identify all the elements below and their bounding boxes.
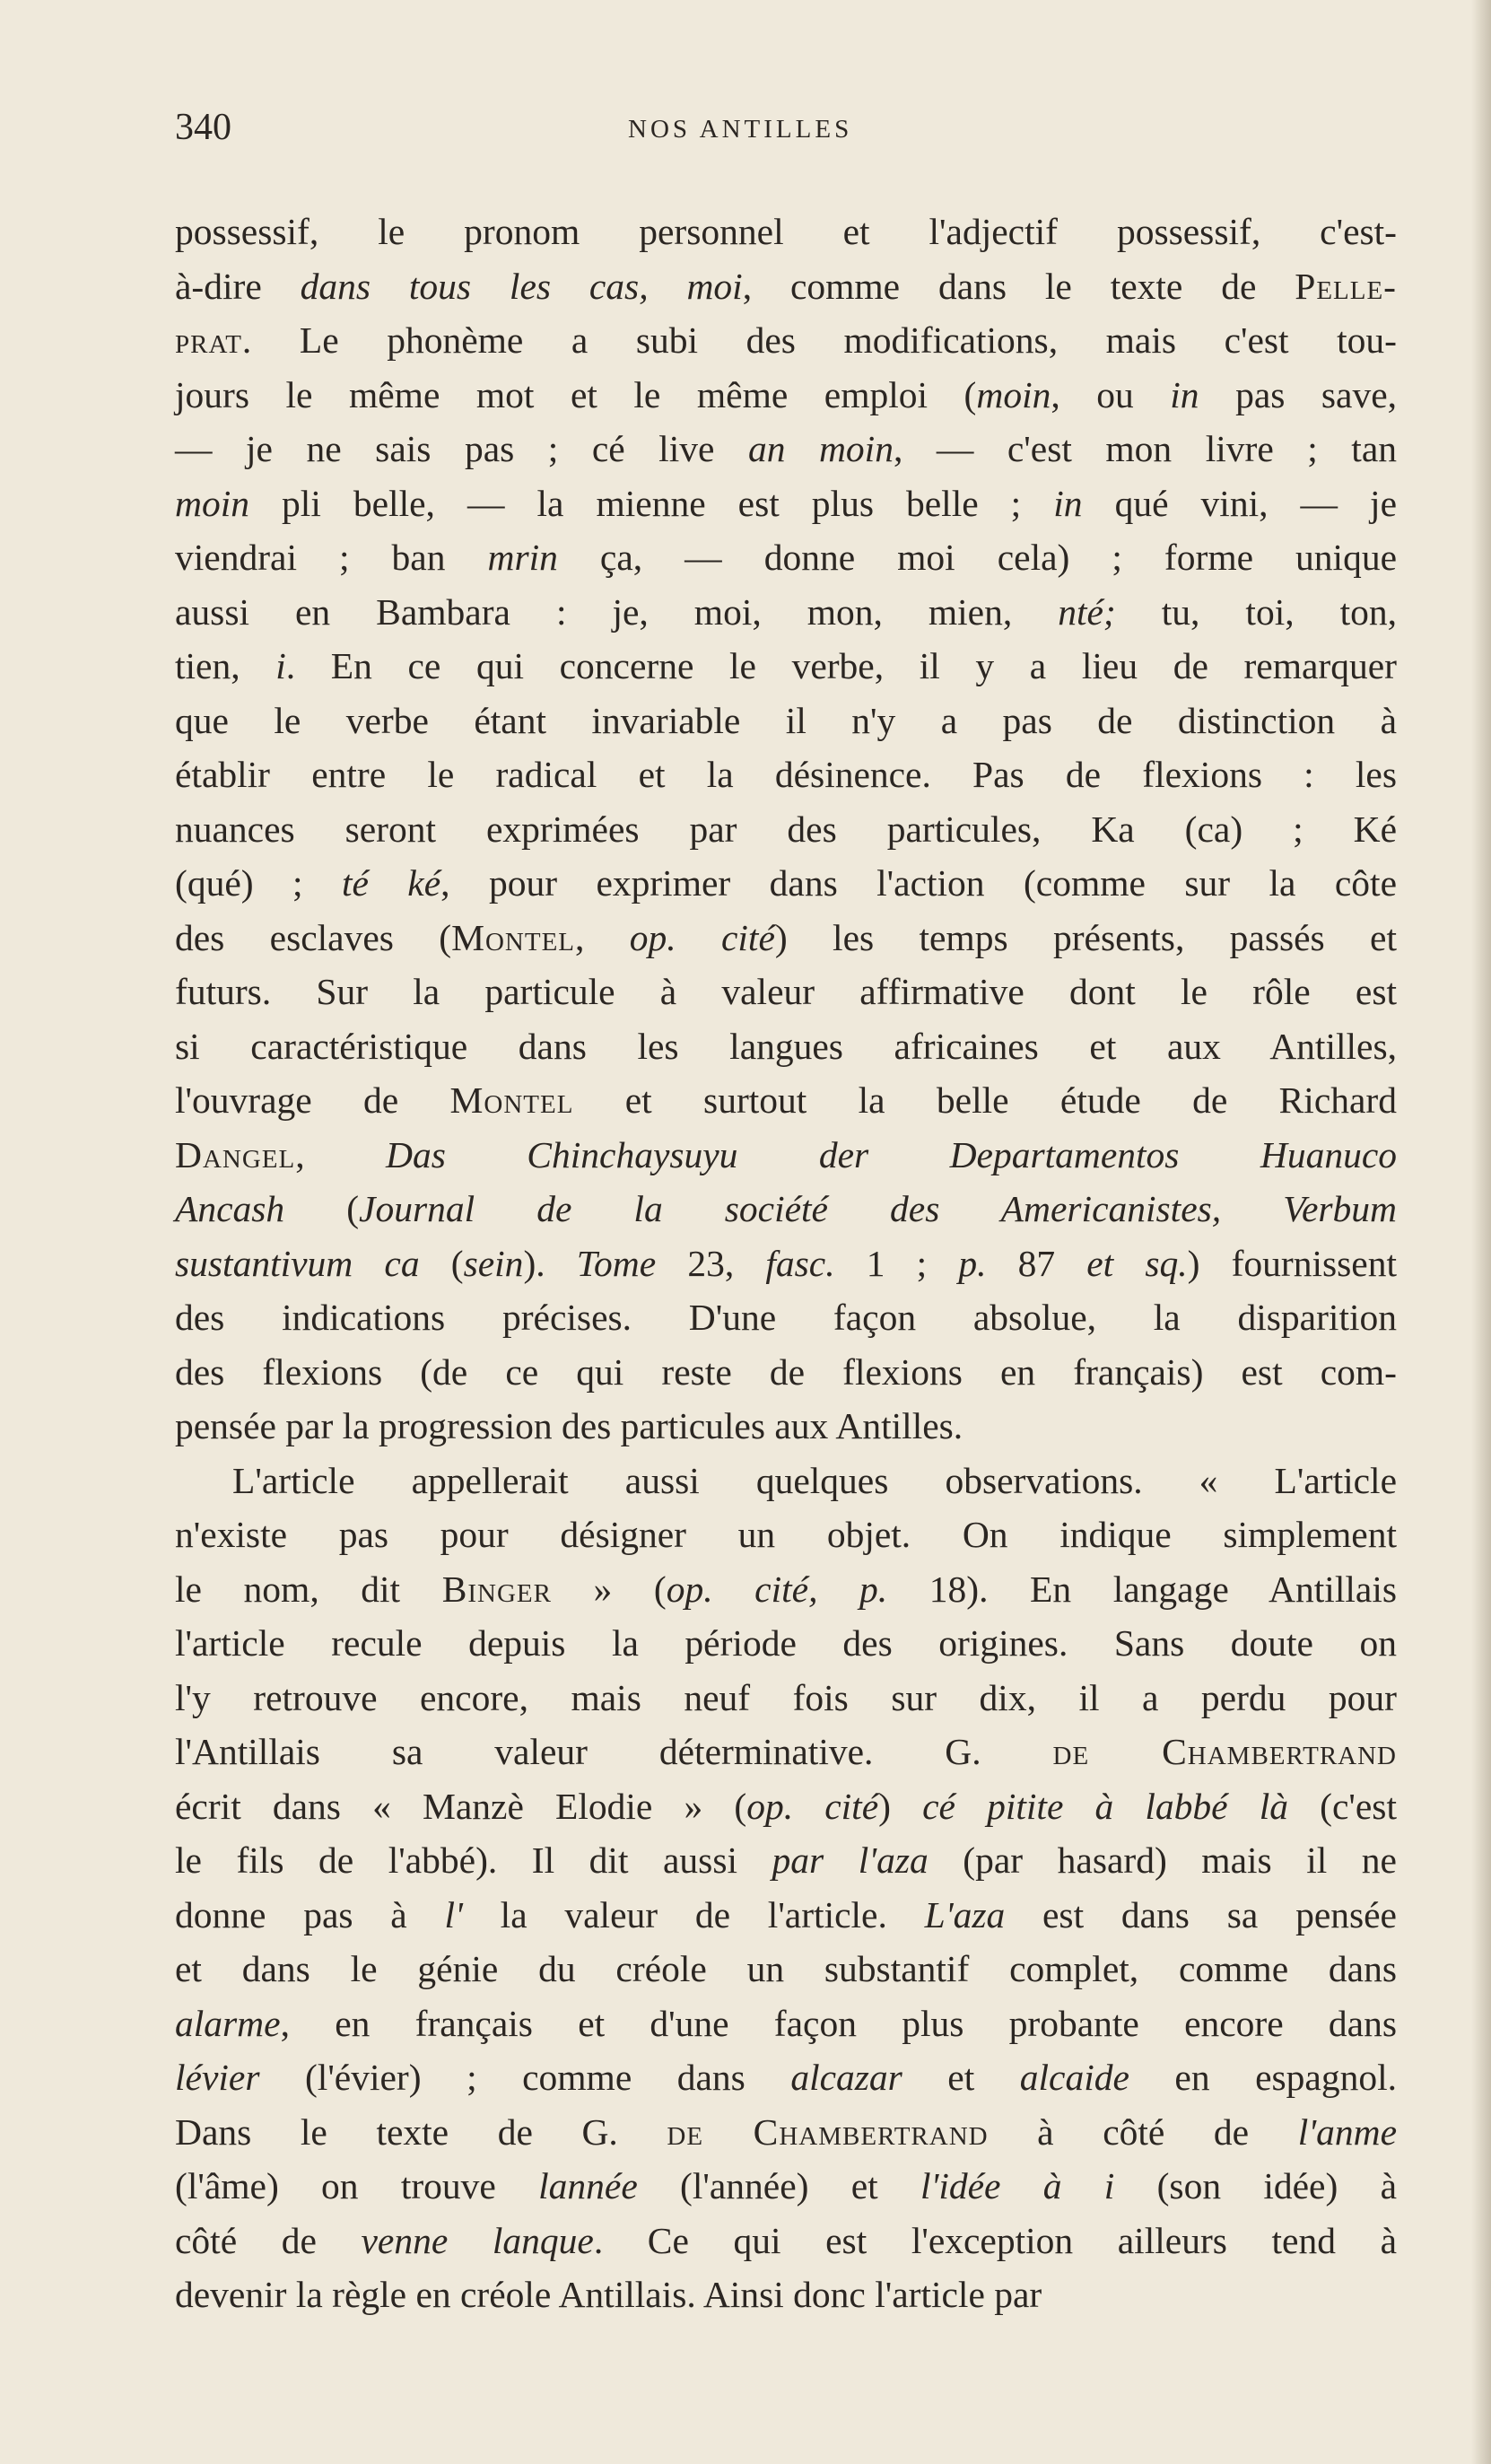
text-line bbox=[175, 259, 1397, 314]
italic-run: fasc. bbox=[765, 1242, 835, 1284]
text-line bbox=[175, 2159, 1397, 2214]
text-run: et dans le génie du créole un substantif complet, comme dans bbox=[175, 1948, 1397, 1989]
text-run: possessif, le pronom personnel et l'adjectif possessif, c'est- bbox=[175, 211, 1397, 252]
text-run: pas save, bbox=[1199, 373, 1398, 415]
italic-run: i bbox=[275, 645, 286, 686]
italic-run: par l'aza bbox=[772, 1839, 929, 1881]
text-line bbox=[175, 530, 1397, 585]
italic-run: p. bbox=[958, 1242, 987, 1284]
text-run: (c'est bbox=[1288, 1785, 1397, 1827]
italic-run: an moin bbox=[747, 428, 894, 469]
italic-run: l' bbox=[444, 1893, 463, 1935]
italic-run: op. cité bbox=[746, 1785, 879, 1827]
page-header bbox=[175, 106, 1395, 160]
text-line bbox=[175, 1236, 1397, 1291]
text-run: futurs. Sur la particule à valeur affirmative dont le rôle est bbox=[175, 971, 1397, 1012]
body-text bbox=[175, 205, 1397, 2322]
text-run: ). bbox=[523, 1242, 577, 1284]
italic-run: alarme bbox=[175, 2002, 281, 2044]
text-line bbox=[175, 911, 1397, 966]
text-line bbox=[175, 1616, 1397, 1671]
text-run: écrit dans « Manzè Elodie » ( bbox=[175, 1785, 747, 1827]
running-title: NOS ANTILLES bbox=[628, 115, 853, 144]
text-line bbox=[175, 585, 1397, 640]
text-run: aussi en Bambara : je, moi, mon, mien, bbox=[175, 590, 1059, 633]
text-line bbox=[175, 1671, 1397, 1726]
italic-run: té ké bbox=[341, 862, 441, 904]
italic-run: nté; bbox=[1058, 590, 1116, 633]
text-run: qué vini, — je bbox=[1082, 482, 1397, 524]
italic-run: Journal de la société des Americanistes, Verbum bbox=[359, 1188, 1397, 1229]
text-line bbox=[175, 856, 1397, 911]
text-line bbox=[175, 1128, 1397, 1183]
text-run: en espagnol. bbox=[1129, 2057, 1397, 2098]
text-run: ) les temps présents, passés et bbox=[774, 916, 1397, 958]
text-run: l'article recule depuis la période des origines. Sans doute on bbox=[175, 1622, 1397, 1664]
italic-run: Tome bbox=[576, 1242, 657, 1284]
text-line bbox=[175, 2267, 1397, 2322]
text-run: jours le même mot et le même emploi ( bbox=[175, 373, 977, 415]
text-run: 23, bbox=[656, 1242, 766, 1284]
text-run: et bbox=[902, 2057, 1020, 2098]
text-line bbox=[175, 205, 1397, 259]
text-run: que le verbe étant invariable il n'y a pas de distinction à bbox=[175, 699, 1397, 741]
text-run: le nom, dit bbox=[175, 1568, 442, 1610]
text-run: (l'année) et bbox=[637, 2165, 920, 2206]
text-run: viendrai ; ban bbox=[175, 537, 488, 578]
text-run: , pour exprimer dans l'action (comme sur la côte bbox=[440, 862, 1397, 904]
text-run: L'article appellerait aussi quelques observations. « L'article bbox=[232, 1459, 1397, 1501]
small-caps-run: Dangel bbox=[175, 1133, 296, 1175]
text-line bbox=[175, 2050, 1397, 2105]
small-caps-run: Binger bbox=[441, 1568, 552, 1610]
text-run: tu, toi, ton, bbox=[1115, 590, 1397, 633]
text-run: des esclaves ( bbox=[175, 916, 452, 958]
text-line bbox=[175, 1073, 1397, 1128]
text-line bbox=[175, 1507, 1397, 1562]
text-line bbox=[175, 965, 1397, 1019]
text-run: est dans sa pensée bbox=[1005, 1893, 1397, 1935]
small-caps-run: prat bbox=[175, 319, 242, 361]
italic-run: in bbox=[1053, 482, 1083, 524]
text-run: devenir la règle en créole Antillais. Ainsi donc l'article par bbox=[175, 2274, 1042, 2315]
italic-run: et sq. bbox=[1086, 1242, 1188, 1284]
text-run: à-dire bbox=[175, 265, 301, 307]
text-run: l'y retrouve encore, mais neuf fois sur dix, il a perdu pour bbox=[175, 1676, 1397, 1718]
small-caps-run: de Chambertrand bbox=[667, 2110, 989, 2153]
text-run: , en français et d'une façon plus probante encore dans bbox=[280, 2002, 1397, 2044]
italic-run: alcaide bbox=[1019, 2057, 1129, 2098]
text-run: nuances seront exprimées par des particules, Ka (ca) ; Ké bbox=[175, 808, 1397, 850]
text-run: — je ne sais pas ; cé live bbox=[175, 428, 748, 469]
italic-run: lannée bbox=[538, 2165, 638, 2206]
italic-run: Das Chinchaysuyu der Departamentos Huanuco bbox=[386, 1133, 1398, 1175]
text-line bbox=[175, 422, 1397, 476]
text-line bbox=[175, 313, 1397, 368]
italic-run: L'aza bbox=[924, 1893, 1006, 1935]
text-run: 18). En langage Antillais bbox=[887, 1568, 1398, 1610]
text-line bbox=[175, 747, 1397, 802]
text-line bbox=[175, 1290, 1397, 1345]
italic-run: dans tous les cas, moi bbox=[300, 265, 743, 307]
text-line bbox=[175, 1562, 1397, 1617]
small-caps-run: de Chambertrand bbox=[1052, 1731, 1397, 1772]
text-line bbox=[175, 368, 1397, 423]
text-line bbox=[175, 639, 1397, 694]
text-run: ) fournissent bbox=[1187, 1242, 1398, 1284]
text-run: . Ce qui est l'exception ailleurs tend à bbox=[593, 2219, 1397, 2261]
text-run: côté de bbox=[175, 2219, 362, 2261]
text-run: , bbox=[575, 916, 630, 958]
small-caps-run: Montel bbox=[449, 1079, 574, 1121]
text-line bbox=[175, 802, 1397, 857]
text-line bbox=[175, 1942, 1397, 1997]
text-run: (par hasard) mais il ne bbox=[928, 1839, 1397, 1881]
italic-run: op. cité, p. bbox=[666, 1568, 888, 1610]
text-run: (l'âme) on trouve bbox=[175, 2165, 539, 2206]
italic-run: cé pitite à labbé là bbox=[922, 1785, 1289, 1827]
text-run: pensée par la progression des particules aux Antilles. bbox=[175, 1405, 963, 1446]
text-line bbox=[175, 1725, 1397, 1779]
text-line bbox=[175, 476, 1397, 531]
text-run: si caractéristique dans les langues africaines et aux Antilles, bbox=[175, 1025, 1397, 1067]
text-run: la valeur de l'article. bbox=[462, 1893, 925, 1935]
text-run: des indications précises. D'une façon absolue, la disparition bbox=[175, 1297, 1397, 1338]
text-run: des flexions (de ce qui reste de flexions en français) est com- bbox=[175, 1350, 1397, 1393]
text-run: » ( bbox=[551, 1568, 667, 1610]
italic-run: sustantivum ca bbox=[175, 1242, 420, 1284]
page-number: 340 bbox=[175, 107, 231, 148]
text-line bbox=[175, 1399, 1397, 1454]
italic-run: alcazar bbox=[790, 2057, 902, 2098]
text-line bbox=[175, 1779, 1397, 1834]
text-run: l'Antillais sa valeur déterminative. G. bbox=[175, 1731, 1053, 1772]
text-line bbox=[175, 1833, 1397, 1888]
text-run: tien, bbox=[175, 645, 276, 686]
italic-run: Ancash bbox=[175, 1188, 285, 1229]
italic-run: l'anme bbox=[1297, 2110, 1397, 2153]
text-line bbox=[175, 694, 1397, 748]
text-line bbox=[175, 1997, 1397, 2051]
text-run: le fils de l'abbé). Il dit aussi bbox=[175, 1839, 772, 1881]
text-run: 87 bbox=[986, 1242, 1087, 1284]
text-run: à côté de bbox=[988, 2110, 1298, 2153]
italic-run: mrin bbox=[487, 537, 558, 578]
text-run: ça, — donne moi cela) ; forme unique bbox=[557, 537, 1397, 578]
text-run: ( bbox=[284, 1188, 360, 1229]
text-line bbox=[175, 1454, 1397, 1508]
italic-run: in bbox=[1170, 373, 1199, 415]
text-line bbox=[175, 1888, 1397, 1943]
text-run: donne pas à bbox=[175, 1893, 445, 1935]
italic-run: venne lanque bbox=[361, 2219, 594, 2261]
text-line bbox=[175, 2105, 1397, 2160]
text-run: . En ce qui concerne le verbe, il y a lieu de remarquer bbox=[285, 645, 1397, 686]
text-run: , bbox=[295, 1133, 387, 1175]
text-run: . Le phonème a subi des modifications, mais c'est tou- bbox=[241, 319, 1397, 361]
italic-run: moin bbox=[175, 482, 249, 524]
text-run: établir entre le radical et la désinence. Pas de flexions : les bbox=[175, 754, 1397, 795]
text-run: , ou bbox=[1051, 373, 1171, 415]
text-run: (l'évier) ; comme dans bbox=[259, 2057, 791, 2098]
italic-run: l'idée à i bbox=[920, 2165, 1115, 2206]
text-run: pli belle, — la mienne est plus belle ; bbox=[249, 482, 1054, 524]
text-run: 1 ; bbox=[834, 1242, 959, 1284]
italic-run: moin bbox=[976, 373, 1051, 415]
page-edge bbox=[1471, 0, 1491, 2464]
italic-run: sein bbox=[463, 1242, 524, 1284]
small-caps-run: Montel bbox=[451, 916, 576, 958]
italic-run: lévier bbox=[175, 2057, 260, 2098]
text-run: (qué) ; bbox=[175, 862, 342, 904]
text-run: , comme dans le texte de bbox=[742, 265, 1295, 307]
text-run: Dans le texte de G. bbox=[175, 2110, 667, 2153]
text-run: l'ouvrage de bbox=[175, 1079, 450, 1121]
text-line bbox=[175, 2214, 1397, 2268]
text-run: et surtout la belle étude de Richard bbox=[573, 1079, 1397, 1121]
text-line bbox=[175, 1182, 1397, 1236]
italic-run: op. cité bbox=[629, 916, 775, 958]
text-run: (son idée) à bbox=[1114, 2165, 1397, 2206]
text-run: n'existe pas pour désigner un objet. On indique simplement bbox=[175, 1514, 1397, 1555]
text-line bbox=[175, 1345, 1397, 1400]
text-run: , — c'est mon livre ; tan bbox=[893, 428, 1398, 469]
text-line bbox=[175, 1019, 1397, 1074]
small-caps-run: Pelle- bbox=[1295, 265, 1397, 307]
text-run: ( bbox=[419, 1242, 464, 1284]
text-run: ) bbox=[878, 1785, 923, 1827]
